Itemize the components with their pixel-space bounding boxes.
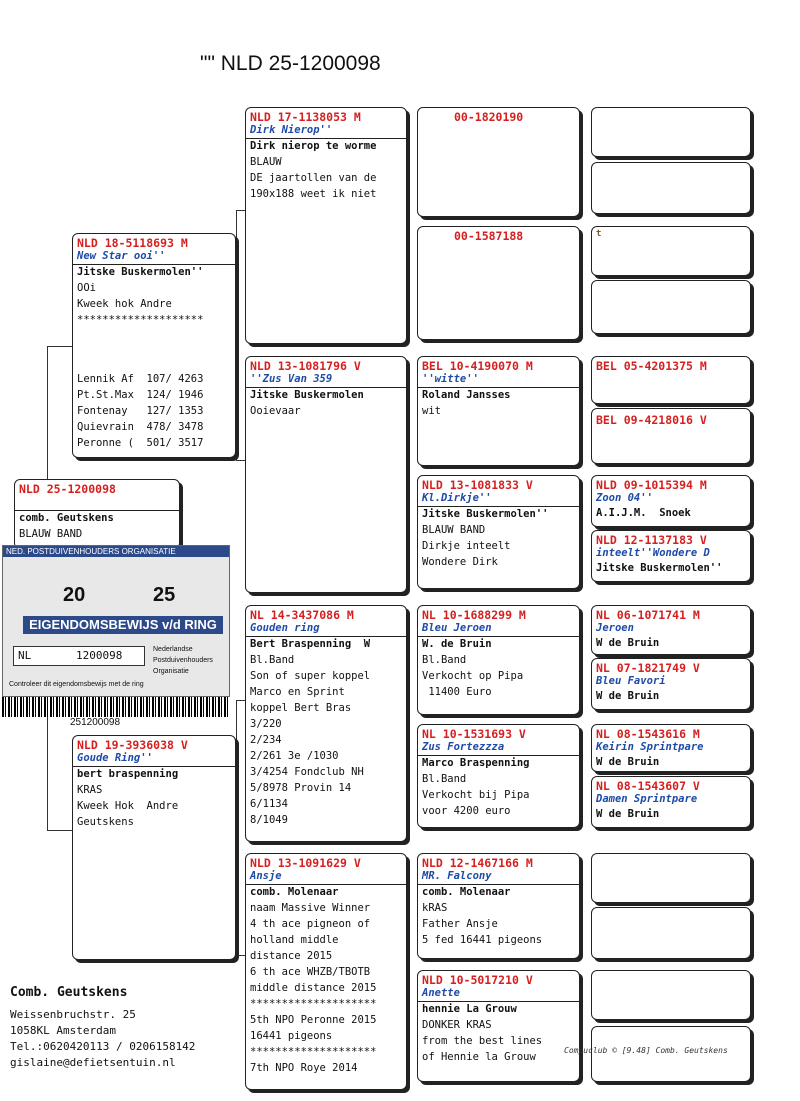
- gen4-card: [591, 107, 751, 157]
- gen3-card-sdd: [417, 475, 580, 589]
- detail-line: 2/261 3e /1030: [250, 750, 339, 762]
- gen3-card-sds: [417, 356, 580, 466]
- detail-line: Bl.Band: [422, 773, 467, 785]
- owner: bert braspenning: [77, 768, 179, 780]
- detail-line: KRAS: [77, 784, 103, 796]
- gen4-card: [591, 475, 751, 527]
- sticker-org: NED. POSTDUIVENHOUDERS ORGANISATIE: [3, 546, 229, 557]
- gen4-card: [591, 162, 751, 214]
- gen3-card-dsd: [417, 724, 580, 828]
- sticker-country: NL: [18, 649, 32, 662]
- title-quotes: "": [200, 52, 215, 75]
- pigeon-name: Kl.Dirkje'': [418, 492, 579, 507]
- barcode: [2, 697, 228, 717]
- detail-line: 4 th ace pigneon of: [250, 918, 371, 930]
- detail-line: voor 4200 euro: [422, 805, 511, 817]
- gen4-card: [591, 724, 751, 772]
- owner: Roland Jansses: [422, 389, 511, 401]
- gen4-card: [591, 970, 751, 1020]
- sticker-year-left: 20: [63, 584, 86, 606]
- race-result: Pt.St.Max 124/ 1946: [77, 389, 204, 401]
- race-result: Quievrain 478/ 3478: [77, 421, 204, 433]
- barcode-number: 251200098: [70, 717, 121, 728]
- sticker-year-right: 25: [153, 584, 176, 606]
- ring-number: NLD 12-1467166 M: [422, 856, 533, 870]
- detail-line: ********************: [250, 998, 377, 1010]
- sticker-side-line: Nederlandse: [153, 646, 193, 653]
- detail-line: middle distance 2015: [250, 982, 377, 994]
- owner: Jitske Buskermolen'': [596, 562, 723, 574]
- sticker-note: Controleer dit eigendomsbewijs met de ring: [9, 681, 144, 688]
- owner: comb. Molenaar: [422, 886, 511, 898]
- sticker-ring-box: [13, 646, 145, 666]
- gen3-card-ddd: [417, 970, 580, 1082]
- gen4-card: [591, 408, 751, 464]
- sire-dam-card: [245, 356, 407, 593]
- detail-line: 5/8978 Provin 14: [250, 782, 352, 794]
- detail-line: Geutskens: [77, 816, 134, 828]
- owner: Dirk nierop te worme: [250, 140, 377, 152]
- pigeon-name: MR. Falcony: [418, 870, 579, 885]
- detail-line: naam Massive Winner: [250, 902, 371, 914]
- detail-line: distance 2015: [250, 950, 333, 962]
- sticker-side-text: [153, 644, 213, 677]
- gen4-card: [591, 280, 751, 334]
- detail-line: Verkocht bij Pipa: [422, 789, 530, 801]
- ring-number: NL 08-1543607 V: [596, 779, 700, 793]
- pigeon-name: Bleu Jeroen: [418, 622, 579, 637]
- ring-number: NLD 13-1081833 V: [422, 478, 533, 492]
- gen4-card: [591, 776, 751, 828]
- detail-line: Marco en Sprint: [250, 686, 345, 698]
- gen4-card: [591, 658, 751, 710]
- owner: comb. Geutskens: [19, 512, 114, 524]
- owner: Marco Braspenning: [422, 757, 530, 769]
- pigeon-name: Dirk Nierop'': [246, 124, 406, 139]
- detail-line: koppel Bert Bras: [250, 702, 352, 714]
- pigeon-name: Ansje: [246, 870, 406, 885]
- owner: Jitske Buskermolen'': [77, 266, 204, 278]
- ring-number: 00-1587188: [454, 229, 524, 243]
- detail-line: Verkocht op Pipa: [422, 670, 524, 682]
- detail-line: ********************: [250, 1046, 377, 1058]
- detail-line: BLAUW: [250, 156, 282, 168]
- ring-number: BEL 09-4218016 V: [596, 413, 707, 427]
- detail-line: 6/1134: [250, 798, 288, 810]
- owner-phone: Tel.:0620420113 / 0206158142: [10, 1040, 196, 1053]
- ring-number: NLD 17-1138053 M: [250, 110, 361, 124]
- pigeon-name: Damen Sprintpare: [596, 793, 698, 805]
- ownership-certificate: [2, 545, 230, 697]
- ring-number: [592, 163, 750, 165]
- pigeon-name: inteelt''Wondere D: [596, 547, 710, 559]
- ring-number: NLD 19-3936038 V: [77, 738, 188, 752]
- detail-line: 3/4254 Fondclub NH: [250, 766, 364, 778]
- ring-number: NLD 13-1091629 V: [250, 856, 361, 870]
- sticker-number: 1200098: [76, 649, 123, 662]
- gen4-card: [591, 853, 751, 903]
- ring-number: NLD 13-1081796 V: [250, 359, 361, 373]
- detail-line: Bl.Band: [422, 654, 467, 666]
- detail-line: of Hennie la Grouw: [422, 1051, 536, 1063]
- detail-line: Dirkje inteelt: [422, 540, 511, 552]
- detail-line: Ooievaar: [250, 405, 301, 417]
- pigeon-name: Jeroen: [596, 622, 634, 634]
- owner-contact: [10, 985, 195, 1071]
- detail-line: 8/1049: [250, 814, 288, 826]
- detail-line: 3/220: [250, 718, 282, 730]
- detail-line: Bl.Band: [250, 654, 295, 666]
- owner-email: gislaine@defietsentuin.nl: [10, 1056, 176, 1069]
- detail-line: OOi: [77, 282, 96, 294]
- pigeon-name: Goude Ring'': [73, 752, 235, 767]
- ring-number: NL 07-1821749 V: [596, 661, 700, 675]
- sticker-side-line: Organisatie: [153, 668, 189, 675]
- owner: W. de Bruin: [422, 638, 492, 650]
- race-result: Peronne ( 501/ 3517: [77, 437, 204, 449]
- race-result: Lennik Af 107/ 4263: [77, 373, 204, 385]
- detail-line: DONKER KRAS: [422, 1019, 492, 1031]
- owner: Bert Braspenning W: [250, 638, 371, 650]
- detail-line: BLAUW BAND: [19, 528, 83, 540]
- ring-number: t: [596, 229, 602, 239]
- pigeon-name: ''witte'': [418, 373, 579, 388]
- ring-number: [592, 281, 750, 283]
- detail-line: ********************: [77, 314, 204, 326]
- pigeon-name: Zus Fortezzza: [418, 741, 579, 756]
- ring-number: NL 06-1071741 M: [596, 608, 700, 622]
- owner: W de Bruin: [596, 808, 660, 820]
- pigeon-name: ''Zus Van 359: [246, 373, 406, 388]
- owner: Jitske Buskermolen'': [422, 508, 549, 520]
- ring-number: NLD 09-1015394 M: [596, 478, 707, 492]
- gen3-card-dds: [417, 853, 580, 959]
- detail-line: Father Ansje: [422, 918, 498, 930]
- dam-dam-card: [245, 853, 407, 1090]
- detail-line: 7th NPO Roye 2014: [250, 1062, 358, 1074]
- owner: comb. Molenaar: [250, 886, 339, 898]
- ring-number: [592, 108, 750, 110]
- ring-number: NLD 25-1200098: [19, 482, 116, 496]
- gen3-card-ssd: [417, 226, 580, 340]
- detail-line: 16441 pigeons: [250, 1030, 333, 1042]
- detail-line: Kweek Hok Andre: [77, 800, 179, 812]
- owner: hennie La Grouw: [422, 1003, 517, 1015]
- detail-line: 11400 Euro: [422, 686, 492, 698]
- footer-credit: Compuclub © [9.48] Comb. Geutskens: [564, 1046, 728, 1055]
- gen3-card-sss: [417, 107, 580, 217]
- pigeon-name: Anette: [418, 987, 579, 1002]
- ring-number: NLD 10-5017210 V: [422, 973, 533, 987]
- connector: [236, 210, 237, 460]
- sire-card: [72, 233, 236, 458]
- connector: [47, 830, 72, 831]
- pigeon-name: Bleu Favori: [596, 675, 666, 687]
- ring-number: BEL 10-4190070 M: [422, 359, 533, 373]
- ring-number: NL 10-1688299 M: [422, 608, 526, 622]
- owner: Jitske Buskermolen: [250, 389, 364, 401]
- detail-line: 6 th ace WHZB/TBOTB: [250, 966, 371, 978]
- pigeon-name: Keirin Sprintpare: [596, 741, 704, 753]
- detail-line: from the best lines: [422, 1035, 543, 1047]
- detail-line: 5 fed 16441 pigeons: [422, 934, 543, 946]
- owner-name: Comb. Geutskens: [10, 985, 128, 1000]
- gen4-card: [591, 226, 751, 276]
- pigeon-name: Zoon 04'': [596, 492, 653, 504]
- detail-line: BLAUW BAND: [422, 524, 486, 536]
- owner-address: Weissenbruchstr. 25: [10, 1008, 136, 1021]
- ring-number: NLD 12-1137183 V: [596, 533, 707, 547]
- ring-number: NL 10-1531693 V: [422, 727, 526, 741]
- sire-sire-card: [245, 107, 407, 344]
- connector: [47, 346, 72, 347]
- sticker-side-line: Postduivenhouders: [153, 657, 213, 664]
- pigeon-name: [15, 496, 179, 511]
- owner: W de Bruin: [596, 756, 660, 768]
- gen3-card-dss: [417, 605, 580, 715]
- pigeon-name: New Star ooi'': [73, 250, 235, 265]
- detail-line: Kweek hok Andre: [77, 298, 172, 310]
- ring-number: NLD 18-5118693 M: [77, 236, 188, 250]
- detail-line: holland middle: [250, 934, 339, 946]
- ring-number: 00-1820190: [454, 110, 524, 124]
- gen4-card: [591, 907, 751, 959]
- dam-card: [72, 735, 236, 960]
- ring-number: BEL 05-4201375 M: [596, 359, 707, 373]
- detail-line: 2/234: [250, 734, 282, 746]
- owner: A.I.J.M. Snoek: [596, 507, 691, 519]
- results-list: [77, 371, 203, 451]
- race-result: Fontenay 127/ 1353: [77, 405, 204, 417]
- owner: W de Bruin: [596, 637, 660, 649]
- detail-line: Wondere Dirk: [422, 556, 498, 568]
- connector: [236, 700, 237, 955]
- detail-line: DE jaartollen van de: [250, 172, 377, 184]
- dam-sire-card: [245, 605, 407, 842]
- detail-line: kRAS: [422, 902, 448, 914]
- owner-city: 1058KL Amsterdam: [10, 1024, 116, 1037]
- detail-line: 5th NPO Peronne 2015: [250, 1014, 377, 1026]
- ring-number: NL 14-3437086 M: [250, 608, 354, 622]
- sticker-brand: EIGENDOMSBEWIJS v/d RING: [23, 616, 223, 634]
- subject-card: [14, 479, 180, 549]
- gen4-card: [591, 530, 751, 582]
- detail-line: 190x188 weet ik niet: [250, 188, 377, 200]
- title-ring: NLD 25-1200098: [220, 52, 381, 75]
- pigeon-name: Gouden ring: [246, 622, 406, 637]
- detail-line: Son of super koppel: [250, 670, 371, 682]
- gen4-card: [591, 605, 751, 655]
- page-title: [200, 52, 381, 76]
- gen4-card: [591, 356, 751, 404]
- ring-number: NL 08-1543616 M: [596, 727, 700, 741]
- owner: W de Bruin: [596, 690, 660, 702]
- detail-line: wit: [422, 405, 441, 417]
